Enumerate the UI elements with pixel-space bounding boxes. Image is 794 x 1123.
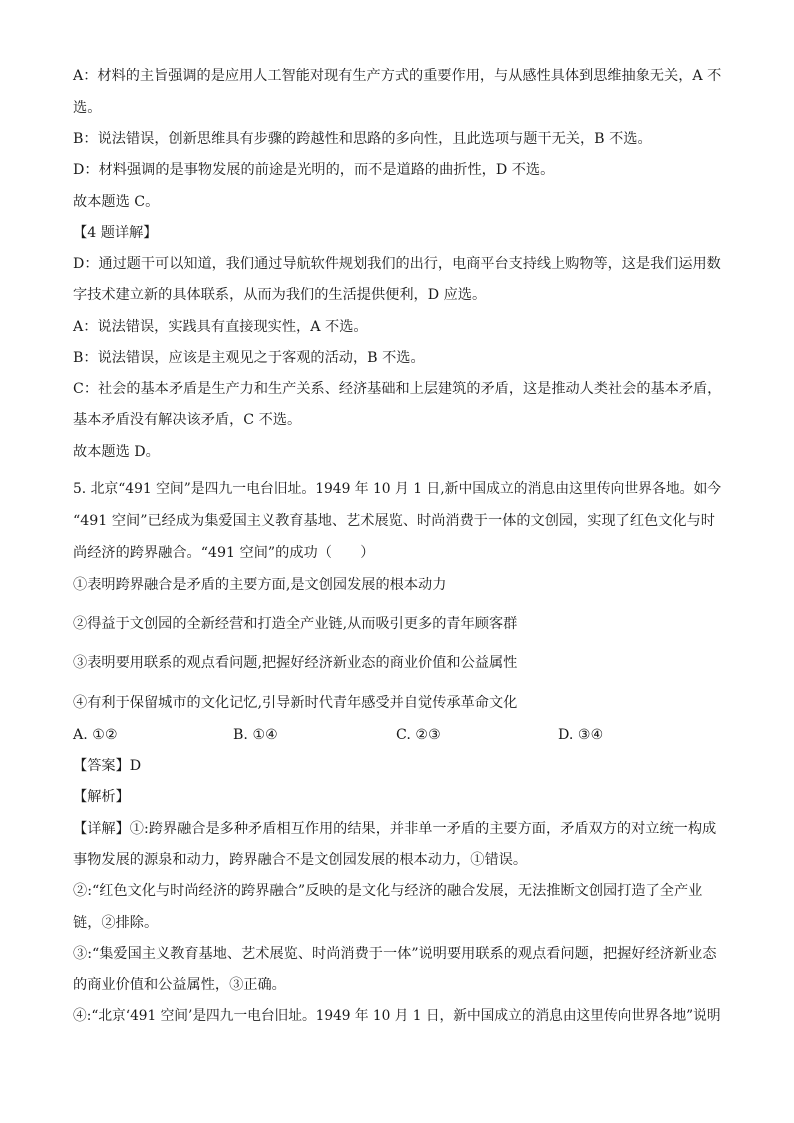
statement-item: ④有利于保留城市的文化记忆,引导新时代青年感受并自觉传承革命文化: [73, 695, 518, 711]
analysis-heading: 【解析】: [73, 789, 130, 805]
option-c: C. ②③: [396, 727, 441, 743]
conclusion-line: 故本题选 D。: [73, 444, 160, 460]
analysis-line: A：说法错误，实践具有直接现实性，A 不选。: [73, 319, 368, 335]
conclusion-line: 故本题选 C。: [73, 194, 160, 210]
option-d: D. ③④: [558, 727, 604, 743]
question-stem: “491 空间”已经成为集爱国主义教育基地、艺术展览、时尚消费于一体的文创园，实现了红色文化与时: [73, 513, 715, 529]
statement-item: ③表明要用联系的观点看问题,把握好经济新业态的商业价值和公益属性: [73, 655, 518, 671]
option-a: A. ①②: [73, 727, 118, 743]
option-b: B. ①④: [233, 727, 278, 743]
question-stem: 5. 北京“491 空间”是四九一电台旧址。1949 年 10 月 1 日,新中国成立的消息由这里传向世界各地。如今: [73, 481, 722, 497]
analysis-line: B：说法错误，应该是主观见之于客观的活动，B 不选。: [73, 350, 425, 366]
section-heading: 【4 题详解】: [73, 225, 158, 241]
analysis-line: 基本矛盾没有解决该矛盾，C 不选。: [73, 412, 302, 428]
analysis-line: 链，②排除。: [73, 915, 159, 931]
analysis-line: A：材料的主旨强调的是应用人工智能对现有生产方式的重要作用，与从感性具体到思维抽象无关，A 不: [73, 68, 722, 84]
statement-item: ①表明跨界融合是矛盾的主要方面,是文创园发展的根本动力: [73, 577, 447, 593]
analysis-line: C：社会的基本矛盾是生产力和生产关系、经济基础和上层建筑的矛盾，这是推动人类社会的基本矛盾，: [73, 381, 722, 397]
analysis-line: ④:“北京‘491 空间’是四九一电台旧址。1949 年 10 月 1 日，新中国成立的消息由这里传向世界各地”说明: [73, 1008, 721, 1024]
analysis-line: D：通过题干可以知道，我们通过导航软件规划我们的出行，电商平台支持线上购物等，这是我们运用数: [73, 256, 721, 272]
statement-item: ②得益于文创园的全新经营和打造全产业链,从而吸引更多的青年顾客群: [73, 616, 518, 632]
question-stem: 尚经济的跨界融合。“491 空间”的成功（ ）: [73, 545, 375, 561]
analysis-line: ③:“集爱国主义教育基地、艺术展览、时尚消费于一体”说明要用联系的观点看问题，把握好经济新业态: [73, 946, 717, 962]
analysis-line: 的商业价值和公益属性，③正确。: [73, 977, 286, 993]
analysis-line: ②:“红色文化与时尚经济的跨界融合”反映的是文化与经济的融合发展，无法推断文创园打造了全产业: [73, 883, 703, 899]
analysis-line: 选。: [73, 100, 102, 116]
answer-label: 【答案】D: [73, 758, 142, 774]
analysis-line: 字技术建立新的具体联系，从而为我们的生活提供便利，D 应选。: [73, 287, 487, 303]
analysis-line: 事物发展的源泉和动力，跨界融合不是文创园发展的根本动力，①错误。: [73, 852, 528, 868]
analysis-line: 【详解】①:跨界融合是多种矛盾相互作用的结果，并非单一矛盾的主要方面，矛盾双方的对立统一构成: [73, 821, 717, 837]
analysis-line: D：材料强调的是事物发展的前途是光明的，而不是道路的曲折性，D 不选。: [73, 162, 555, 178]
analysis-line: B：说法错误，创新思维具有步骤的跨越性和思路的多向性，且此选项与题干无关，B 不选。: [73, 131, 652, 147]
